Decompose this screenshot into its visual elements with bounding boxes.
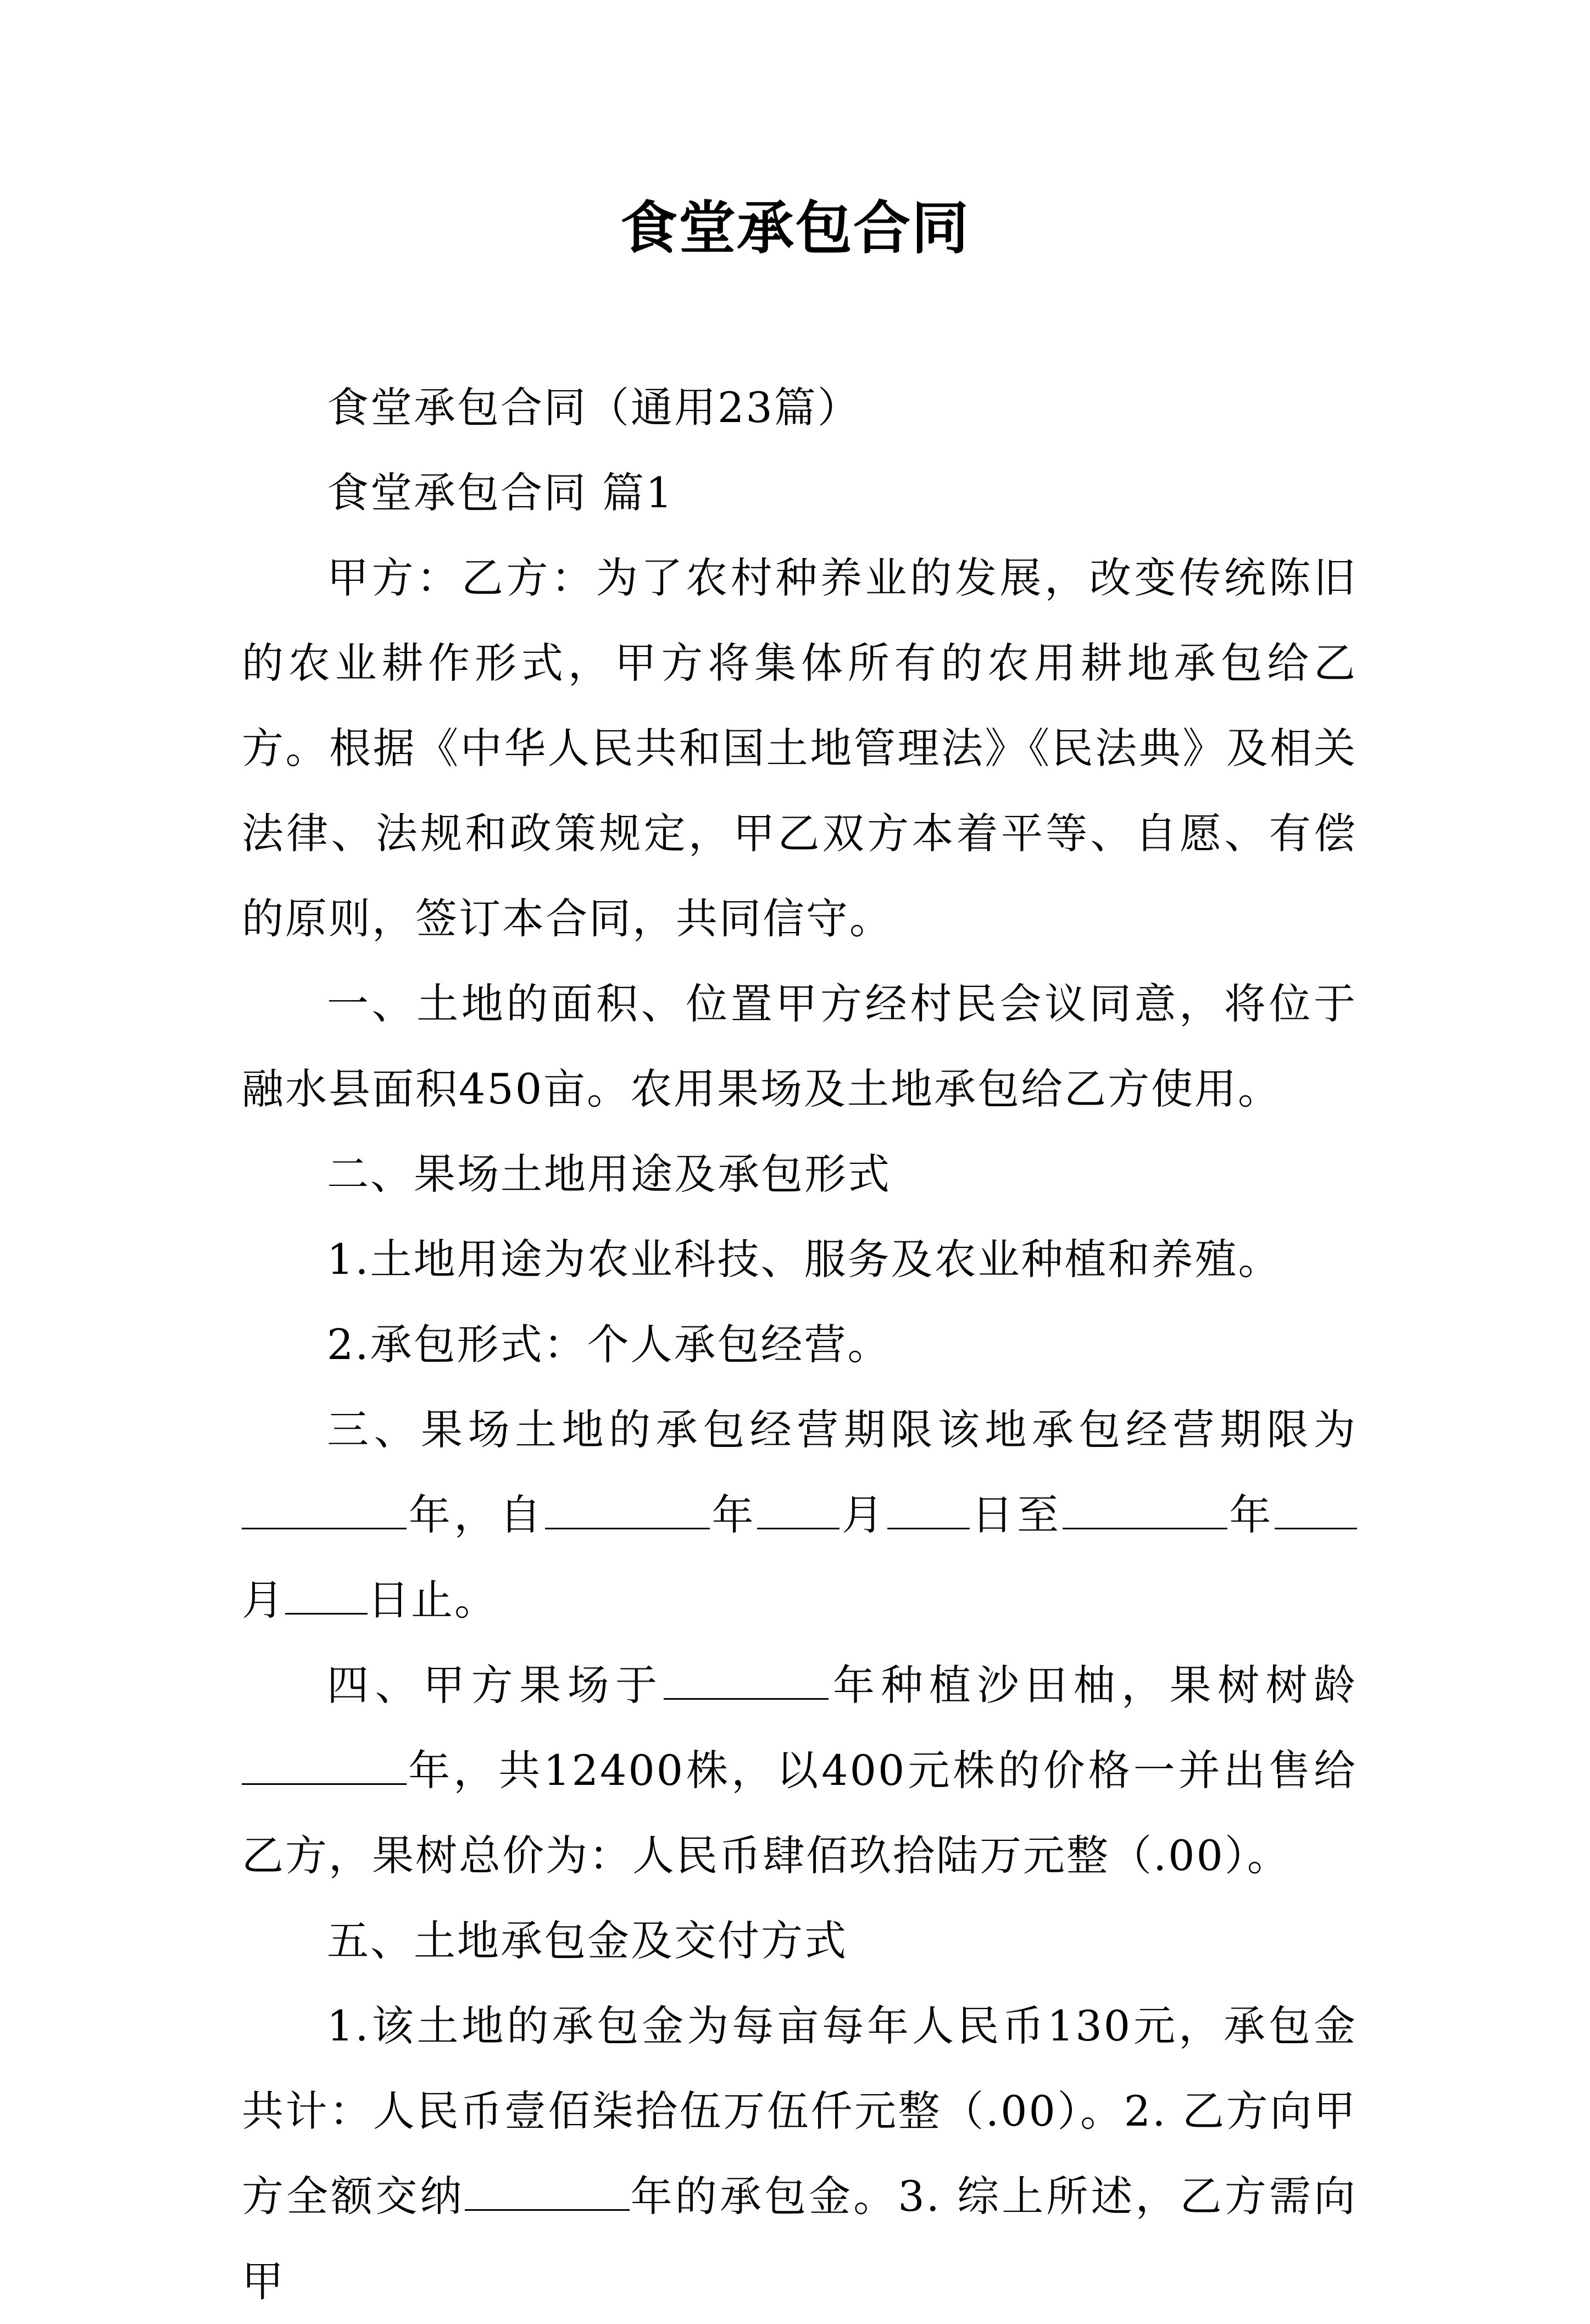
blank-line — [242, 1745, 407, 1785]
blank-line — [285, 1574, 368, 1615]
clause-3-text-2: 年，自 — [407, 1490, 545, 1539]
clause-5-text-1: 1.该土地的承包金为每亩每年人民币130元，承包金共计：人民币壹佰柒拾伍万伍仟元整（.00）。2. 乙方向甲方全额交纳 — [242, 2001, 1357, 2221]
clause-3-text-6: 年 — [1227, 1490, 1275, 1539]
paragraph-clause-5-body — [242, 1983, 1357, 2324]
clause-4-text-3: 年，共12400株，以400元株的价格一并出售给乙方，果树总价为：人民币肆佰玖拾陆万元整（.00）。 — [242, 1746, 1357, 1880]
paragraph-clause-2-item-2: 2.承包形式：个人承包经营。 — [327, 1320, 891, 1369]
paragraph-clause-2-heading: 二、果场土地用途及承包形式 — [327, 1150, 891, 1199]
blank-line — [757, 1489, 840, 1529]
paragraph-clause-3 — [242, 1387, 1357, 1643]
paragraph-clause-4 — [242, 1643, 1357, 1898]
clause-3-text-7: 月 — [242, 1576, 285, 1624]
blank-line — [1275, 1489, 1357, 1529]
blank-line — [664, 1660, 829, 1700]
document-subtitle: 食堂承包合同（通用23篇） — [327, 383, 861, 432]
blank-line — [465, 2171, 630, 2211]
document-body — [242, 365, 1357, 2324]
document-title: 食堂承包合同 — [620, 195, 970, 262]
clause-3-text-3: 年 — [709, 1490, 758, 1539]
blank-line — [242, 1489, 407, 1529]
clause-3-text-4: 月 — [840, 1490, 887, 1539]
clause-3-text-1: 三、果场土地的承包经营期限该地承包经营期限为 — [327, 1405, 1357, 1454]
paragraph-clause-2-item-1: 1.土地用途为农业科技、服务及农业种植和养殖。 — [327, 1235, 1282, 1284]
paragraph-intro: 甲方：乙方：为了农村种养业的发展，改变传统陈旧的农业耕作形式，甲方将集体所有的农用耕地承包给乙方。根据《中华人民共和国土地管理法》《民法典》及相关法律、法规和政策规定，甲乙双方本着平等、自愿、有偿的原则，签订本合同，共同信守。 — [242, 553, 1357, 943]
blank-line — [545, 1489, 710, 1529]
section-heading: 食堂承包合同 篇1 — [327, 468, 674, 517]
paragraph-clause-1: 一、土地的面积、位置甲方经村民会议同意，将位于融水县面积450亩。农用果场及土地承包给乙方使用。 — [242, 979, 1357, 1113]
clause-4-text-1: 四、甲方果场于 — [327, 1661, 664, 1710]
blank-line — [1063, 1489, 1227, 1529]
clause-5-text-2: 年的承包金。3. 综上所述，乙方需向甲 — [242, 2172, 1358, 2306]
clause-3-text-8: 日止。 — [368, 1576, 498, 1624]
clause-4-text-2: 年种植沙田柚，果树树龄 — [828, 1661, 1357, 1710]
paragraph-clause-5-heading: 五、土地承包金及交付方式 — [327, 1916, 848, 1965]
clause-3-text-5: 日至 — [969, 1490, 1063, 1539]
blank-line — [887, 1489, 970, 1529]
